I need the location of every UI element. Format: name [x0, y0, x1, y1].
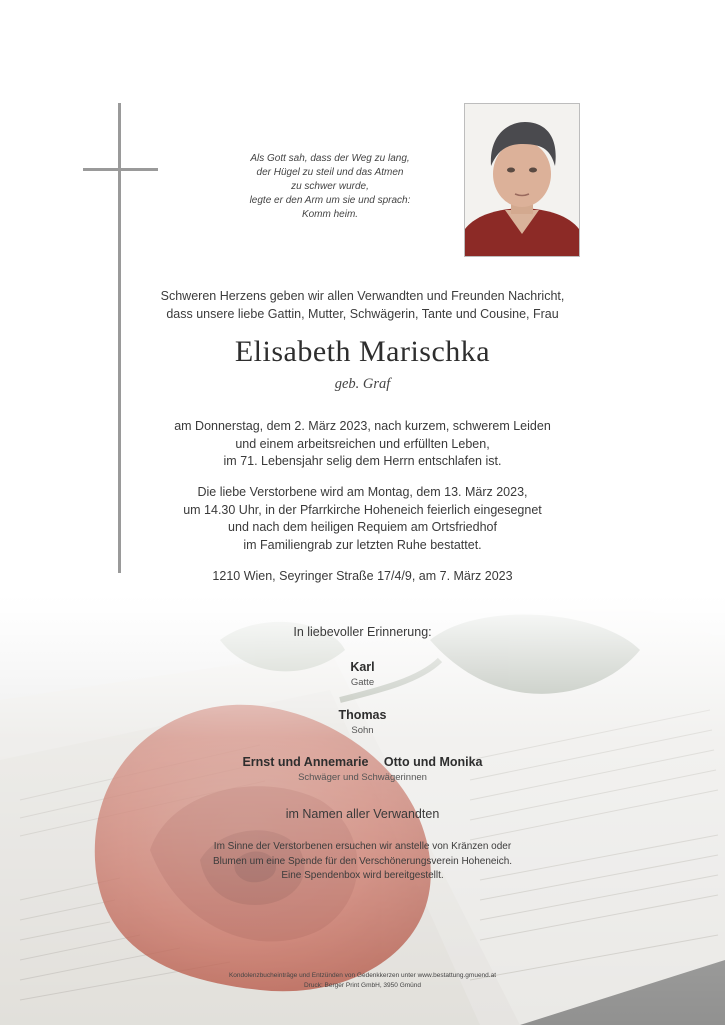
- portrait-photo: [464, 103, 580, 257]
- death-line: und einem arbeitsreichen und erfüllten Leben,: [235, 436, 490, 451]
- funeral-line: um 14.30 Uhr, in der Pfarrkirche Hoheneich feierlich eingesegnet: [183, 502, 542, 517]
- in-law-couple: Otto und Monika: [383, 755, 483, 769]
- wish-line: Blumen um eine Spende für den Verschönerungsverein Hoheneich.: [212, 855, 513, 867]
- footer-condolence-line: Kondolenzbucheinträge und Entzünden von Gedenkkerzen unter www.bestattung.gmuend.at: [228, 972, 497, 979]
- mourner-role: Gatte: [350, 677, 375, 688]
- death-paragraph: [0, 418, 725, 471]
- in-laws-names: [0, 755, 725, 769]
- deceased-name: Elisabeth Marischka: [234, 335, 491, 368]
- donation-wish: [0, 840, 725, 884]
- remembrance-heading: In liebevoller Erinnerung:: [293, 625, 432, 639]
- in-laws-entry: [0, 755, 725, 783]
- footer: [0, 971, 725, 991]
- poem-line: legte er den Arm um sie und sprach:: [249, 195, 411, 206]
- footer-print-line: Druck: Berger Print GmbH, 3950 Gmünd: [303, 982, 422, 989]
- poem-line: der Hügel zu steil und das Atmen: [256, 167, 404, 178]
- mourner-entry: [0, 708, 725, 736]
- death-line: im 71. Lebensjahr selig dem Herrn entschlafen ist.: [223, 454, 502, 468]
- in-laws-role: Schwäger und Schwägerinnen: [298, 772, 427, 783]
- funeral-paragraph: [0, 484, 725, 554]
- mourner-role: Sohn: [351, 725, 374, 736]
- maiden-name: geb. Graf: [334, 376, 391, 392]
- poem-line: Als Gott sah, dass der Weg zu lang,: [250, 153, 410, 164]
- funeral-line: im Familiengrab zur letzten Ruhe bestattet.: [243, 537, 482, 552]
- intro-line: Schweren Herzens geben wir allen Verwandten und Freunden Nachricht,: [160, 289, 565, 303]
- poem-line: Komm heim.: [301, 209, 359, 220]
- funeral-line: und nach dem heiligen Requiem am Ortsfriedhof: [228, 520, 497, 534]
- wish-line: Eine Spendenbox wird bereitgestellt.: [281, 870, 444, 881]
- poem-line: zu schwer wurde,: [291, 181, 369, 192]
- announcement-intro: [0, 287, 725, 323]
- wish-line: Im Sinne der Verstorbenen ersuchen wir anstelle von Kränzen oder: [213, 841, 512, 852]
- mourner-entry: [0, 660, 725, 688]
- mourner-name: Thomas: [338, 708, 387, 722]
- death-line: am Donnerstag, dem 2. März 2023, nach kurzem, schwerem Leiden: [174, 419, 551, 433]
- cross-horizontal-bar: [83, 168, 158, 171]
- mourner-name: Karl: [350, 660, 375, 674]
- poem: [215, 152, 445, 222]
- in-law-couple: Ernst und Annemarie: [242, 755, 369, 769]
- place-and-date: 1210 Wien, Seyringer Straße 17/4/9, am 7. März 2023: [212, 569, 513, 583]
- intro-line: dass unsere liebe Gattin, Mutter, Schwägerin, Tante und Cousine, Frau: [166, 307, 559, 321]
- on-behalf-text: im Namen aller Verwandten: [285, 807, 440, 821]
- funeral-line: Die liebe Verstorbene wird am Montag, dem 13. März 2023,: [197, 485, 528, 499]
